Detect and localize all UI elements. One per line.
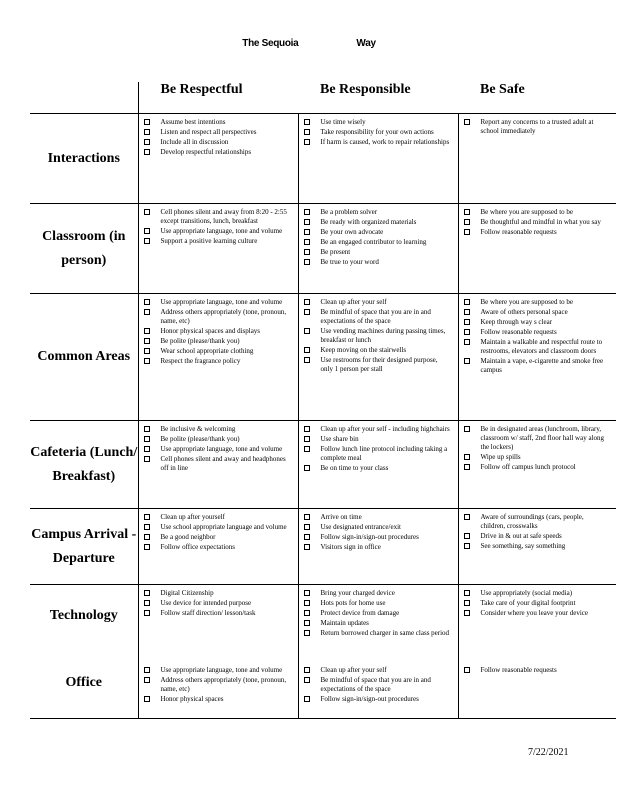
bullet-list [463,118,611,136]
list-item: Respect the fragrance policy [143,357,292,366]
cell-safe [458,585,616,648]
list-item: Arrive on time [303,513,452,522]
header-responsible: Be Responsible [320,82,411,97]
cell-responsible [298,421,458,509]
bullet-list [143,425,292,473]
list-item: Cell phones silent and away and headphones off in line [143,455,292,473]
list-item: Use appropriate language, tone and volume [143,666,292,675]
list-item: Maintain updates [303,619,452,628]
table-row [30,204,616,294]
list-item: Assume best intentions [143,118,292,127]
list-item: Address others appropriately (tone, pronoun, name, etc) [143,308,292,326]
list-item: Be where you are supposed to be [463,298,611,307]
list-item: Be in designated areas (lunchroom, library, classroom w/ staff, 2nd floor hall way along the lockers) [463,425,611,452]
list-item: Be a problem solver [303,208,452,217]
list-item: Listen and respect all perspectives [143,128,292,137]
list-item: Use share bin [303,435,452,444]
row-label: Classroom (in person) [30,204,138,294]
cell-responsible [298,114,458,204]
cell-respectful [138,648,298,719]
row-label: Campus Arrival - Departure [30,509,138,585]
list-item: Use school appropriate language and volume [143,523,292,532]
cell-safe [458,648,616,719]
list-item: Follow office expectations [143,543,292,552]
list-item: Include all in discussion [143,138,292,147]
expectations-matrix [30,82,616,719]
list-item: Follow staff direction/ lesson/task [143,609,292,618]
table-row [30,114,616,204]
rows-body [30,114,616,719]
list-item: Clean up after yourself [143,513,292,522]
list-item: Clean up after your self [303,666,452,675]
cell-safe [458,421,616,509]
list-item: Honor physical spaces [143,695,292,704]
table-row [30,421,616,509]
list-item: Use appropriate language, tone and volume [143,227,292,236]
list-item: Protect device from damage [303,609,452,618]
bullet-list [463,208,611,237]
bullet-list [303,589,452,638]
cell-responsible [298,648,458,719]
cell-respectful [138,204,298,294]
list-item: Follow reasonable requests [463,666,611,675]
list-item: Be where you are supposed to be [463,208,611,217]
list-item: Clean up after your self - including highchairs [303,425,452,434]
list-item: Cell phones silent and away from 8:20 - 2:55 except transitions, lunch, breakfast [143,208,292,226]
list-item: Bring your charged device [303,589,452,598]
cell-safe [458,509,616,585]
cell-responsible [298,294,458,421]
bullet-list [463,298,611,375]
list-item: Be ready with organized materials [303,218,452,227]
list-item: If harm is caused, work to repair relationships [303,138,452,147]
document-title [0,38,618,49]
list-item: Aware of surroundings (cars, people, children, crosswalks [463,513,611,531]
list-item: Maintain a walkable and respectful route to restrooms, elevators and classroom doors [463,338,611,356]
title-left: The Sequoia [242,38,299,49]
bullet-list [303,666,452,704]
list-item: Use appropriate language, tone and volume [143,298,292,307]
list-item: Follow reasonable requests [463,328,611,337]
bullet-list [463,513,611,551]
list-item: Be thoughtful and mindful in what you say [463,218,611,227]
list-item: Honor physical spaces and displays [143,327,292,336]
table-row [30,648,616,719]
cell-safe [458,204,616,294]
list-item: Use vending machines during passing times, breakfast or lunch [303,327,452,345]
bullet-list [143,513,292,552]
bullet-list [303,513,452,552]
list-item: Follow lunch line protocol including taking a complete meal [303,445,452,463]
list-item: Use appropriately (social media) [463,589,611,598]
list-item: Be mindful of space that you are in and expectations of the space [303,308,452,326]
cell-respectful [138,421,298,509]
list-item: Use designated entrance/exit [303,523,452,532]
row-label: Common Areas [30,294,138,421]
list-item: Be on time to your class [303,464,452,473]
bullet-list [143,589,292,618]
list-item: Maintain a vape, e-cigarette and smoke free campus [463,357,611,375]
list-item: Use restrooms for their designed purpose, only 1 person per stall [303,356,452,374]
list-item: Be polite (please/thank you) [143,337,292,346]
list-item: Aware of others personal space [463,308,611,317]
bullet-list [143,208,292,246]
bullet-list [303,208,452,267]
table-row [30,294,616,421]
bullet-list [303,118,452,147]
bullet-list [463,666,611,675]
table-row [30,509,616,585]
list-item: Follow off campus lunch protocol [463,463,611,472]
header-corner [30,82,138,114]
cell-responsible [298,509,458,585]
list-item: Address others appropriately (tone, pronoun, name, etc) [143,676,292,694]
list-item: Be your own advocate [303,228,452,237]
bullet-list [463,589,611,618]
row-label: Cafeteria (Lunch/ Breakfast) [30,421,138,509]
cell-respectful [138,509,298,585]
list-item: Wear school appropriate clothing [143,347,292,356]
bullet-list [303,425,452,473]
list-item: Be present [303,248,452,257]
list-item: Use appropriate language, tone and volume [143,445,292,454]
list-item: Use device for intended purpose [143,599,292,608]
list-item: Follow sign-in/sign-out procedures [303,533,452,542]
list-item: Be inclusive & welcoming [143,425,292,434]
list-item: Keep through way s clear [463,318,611,327]
cell-respectful [138,585,298,648]
list-item: Be polite (please/thank you) [143,435,292,444]
list-item: Follow reasonable requests [463,228,611,237]
title-right: Way [356,38,376,49]
list-item: Return borrowed charger in same class period [303,629,452,638]
header-respectful: Be Respectful [160,82,243,97]
list-item: Wipe up spills [463,453,611,462]
bullet-list [143,666,292,704]
list-item: Take responsibility for your own actions [303,128,452,137]
list-item: See something, say something [463,542,611,551]
list-item: Visitors sign in office [303,543,452,552]
bullet-list [303,298,452,374]
header-row [30,82,616,114]
list-item: Be an engaged contributor to learning [303,238,452,247]
list-item: Develop respectful relationships [143,148,292,157]
list-item: Report any concerns to a trusted adult at school immediately [463,118,611,136]
list-item: Keep moving on the stairwells [303,346,452,355]
list-item: Take care of your digital footprint [463,599,611,608]
list-item: Be mindful of space that you are in and expectations of the space [303,676,452,694]
list-item: Be a good neighbor [143,533,292,542]
cell-safe [458,294,616,421]
row-label: Office [30,648,138,719]
row-label: Technology [30,585,138,648]
cell-respectful [138,114,298,204]
list-item: Use time wisely [303,118,452,127]
bullet-list [143,118,292,157]
cell-safe [458,114,616,204]
list-item: Support a positive learning culture [143,237,292,246]
list-item: Consider where you leave your device [463,609,611,618]
bullet-list [463,425,611,472]
table-row [30,585,616,648]
cell-responsible [298,204,458,294]
list-item: Hots pots for home use [303,599,452,608]
cell-responsible [298,585,458,648]
cell-respectful [138,294,298,421]
header-safe: Be Safe [480,82,525,97]
list-item: Be true to your word [303,258,452,267]
list-item: Drive in & out at safe speeds [463,532,611,541]
list-item: Follow sign-in/sign-out procedures [303,695,452,704]
document-date: 7/22/2021 [528,747,569,758]
row-label: Interactions [30,114,138,204]
list-item: Digital Citizenship [143,589,292,598]
list-item: Clean up after your self [303,298,452,307]
bullet-list [143,298,292,366]
